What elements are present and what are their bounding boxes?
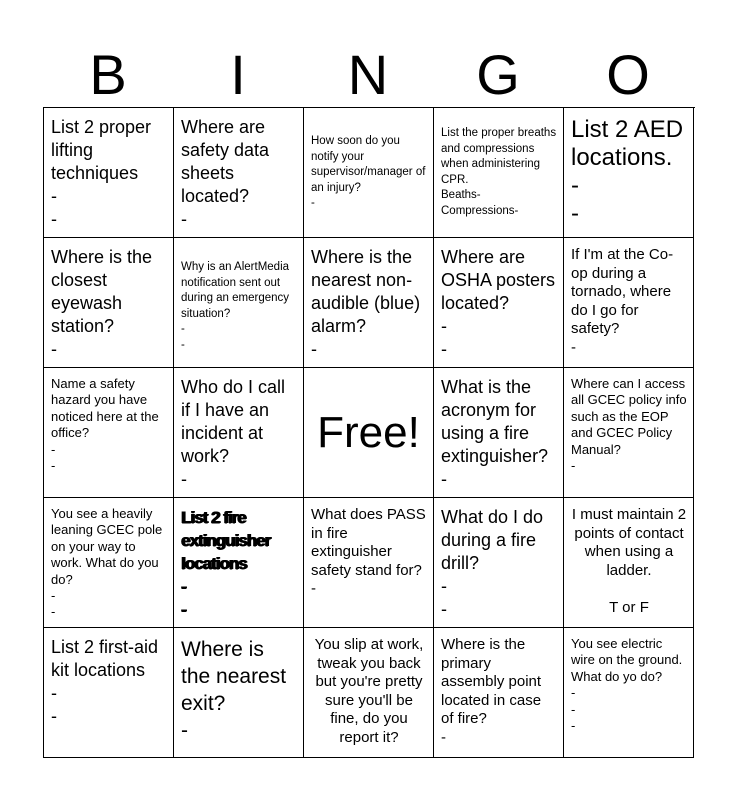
bingo-cell-r2c1[interactable]	[44, 238, 174, 368]
cell-text: List 2 proper lifting techniques - -	[51, 117, 152, 229]
cell-text: Who do I call if I have an incident at work? -	[181, 377, 286, 489]
header-letter-g: G	[476, 43, 520, 106]
bingo-cell-r4c1[interactable]	[44, 498, 174, 628]
cell-text: Where can I access all GCEC policy info such as the EOP and GCEC Policy Manual? -	[571, 376, 687, 474]
cell-text: How soon do you notify your supervisor/manager of an injury? -	[311, 135, 426, 209]
header-letter-b: B	[89, 43, 127, 106]
cell-text: Name a safety hazard you have noticed here at the office? - -	[51, 376, 159, 474]
bingo-cell-r4c2[interactable]	[174, 498, 304, 628]
cell-text: Where is the nearest non-audible (blue) alarm? -	[311, 247, 421, 359]
cell-text: I must maintain 2 points of contact when using a ladder. T or F	[571, 506, 687, 616]
cell-text: You slip at work, tweak you back but you're pretty sure you'll be fine, do you report it?	[314, 636, 424, 746]
bingo-cell-r3c5[interactable]	[564, 368, 694, 498]
bingo-cell-r2c3[interactable]	[304, 238, 434, 368]
bingo-cell-free[interactable]	[304, 368, 434, 498]
bingo-cell-r5c2[interactable]	[174, 628, 304, 758]
bingo-cell-r5c4[interactable]	[434, 628, 564, 758]
cell-text: List 2 fire extinguisher locations - -	[181, 508, 271, 619]
header-letter-n: N	[347, 43, 389, 106]
bingo-cell-r2c2[interactable]	[174, 238, 304, 368]
cell-text: Where are safety data sheets located? -	[181, 117, 270, 229]
bingo-card-grid	[43, 107, 695, 758]
bingo-cell-r3c4[interactable]	[434, 368, 564, 498]
header-letter-i: I	[230, 43, 246, 106]
bingo-cell-r1c1[interactable]	[44, 108, 174, 238]
bingo-cell-r2c5[interactable]	[564, 238, 694, 368]
cell-text: Where is the closest eyewash station? -	[51, 247, 153, 359]
cell-text: What does PASS in fire extinguisher safety stand for? -	[311, 506, 426, 597]
header-letter-o: O	[606, 43, 650, 106]
bingo-cell-r5c3[interactable]	[304, 628, 434, 758]
cell-text: List the proper breaths and compressions when administering CPR. Beaths- Compressions-	[441, 127, 557, 217]
bingo-cell-r4c5[interactable]	[564, 498, 694, 628]
bingo-cell-r2c4[interactable]	[434, 238, 564, 368]
bingo-cell-r3c2[interactable]	[174, 368, 304, 498]
cell-text: Where are OSHA posters located? - -	[441, 247, 556, 359]
bingo-cell-r4c3[interactable]	[304, 498, 434, 628]
bingo-cell-r1c5[interactable]	[564, 108, 694, 238]
bingo-cell-r3c1[interactable]	[44, 368, 174, 498]
cell-text: Where is the nearest exit? -	[181, 638, 287, 742]
free-space-text: Free!	[317, 407, 420, 457]
cell-text: List 2 first-aid kit locations - -	[51, 637, 159, 726]
cell-text: List 2 AED locations. - -	[571, 116, 684, 227]
cell-text: What is the acronym for using a fire extinguisher? -	[441, 377, 549, 489]
cell-text: Where is the primary assembly point located in case of fire? -	[441, 636, 542, 746]
bingo-header	[43, 42, 693, 108]
cell-text: You see a heavily leaning GCEC pole on your way to work. What do you do? - -	[51, 506, 163, 620]
bingo-cell-r4c4[interactable]	[434, 498, 564, 628]
cell-text: You see electric wire on the ground. What do yo do? - - -	[571, 636, 683, 734]
bingo-cell-r5c5[interactable]	[564, 628, 694, 758]
bingo-cell-r1c2[interactable]	[174, 108, 304, 238]
cell-text: Why is an AlertMedia notification sent out during an emergency situation? - -	[181, 261, 290, 351]
bingo-cell-r1c4[interactable]	[434, 108, 564, 238]
bingo-cell-r5c1[interactable]	[44, 628, 174, 758]
cell-text: What do I do during a fire drill? - -	[441, 507, 544, 619]
bingo-cell-r1c3[interactable]	[304, 108, 434, 238]
cell-text: If I'm at the Co-op during a tornado, where do I go for safety? -	[571, 246, 674, 356]
